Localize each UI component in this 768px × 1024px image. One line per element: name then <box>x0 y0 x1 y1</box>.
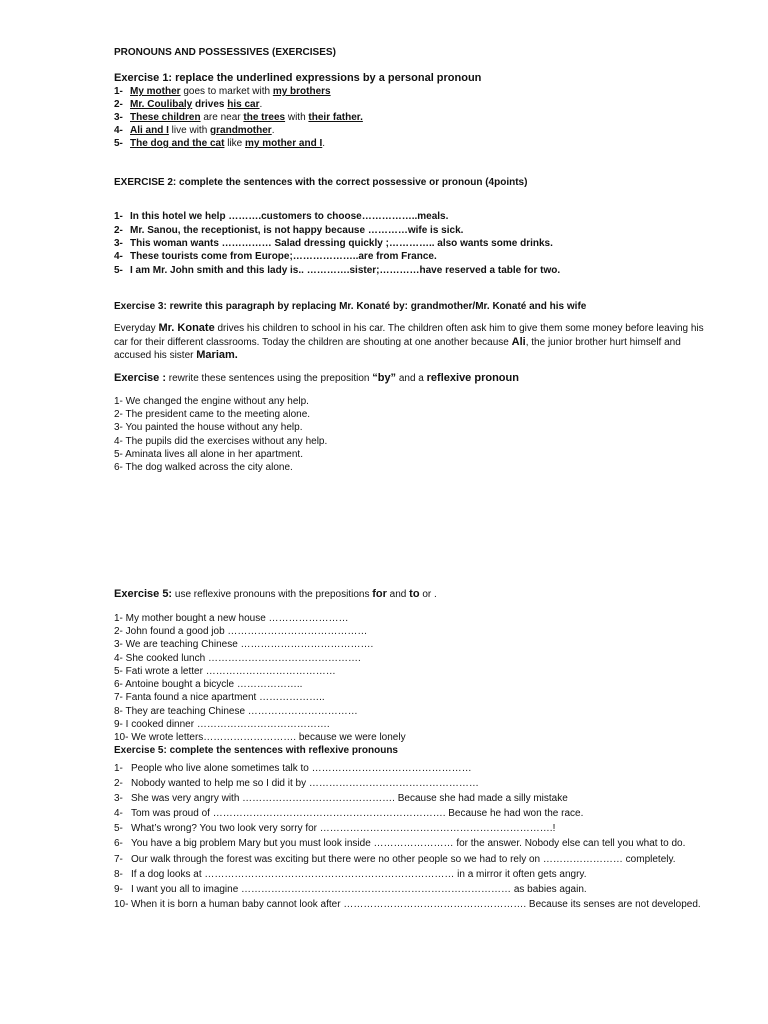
exercise-4-item: 4- The pupils did the exercises without any help. <box>114 436 328 447</box>
exercise-4-item: 2- The president came to the meeting alone. <box>114 409 311 420</box>
exercise-5b-item: 2- Nobody wanted to help me so I did it by …………………………………………… <box>114 778 479 789</box>
exercise-5b-item: 8- If a dog looks at ………………………………………………………………… in a mirror it often gets angry. <box>114 869 587 880</box>
exercise-5a-item: 5- Fati wrote a letter ………………………………… <box>114 666 336 677</box>
exercise-5a-item: 9- I cooked dinner …………………………………. <box>114 719 330 730</box>
exercise-5b-item: 3- She was very angry with ………………………………………. Because she had made a silly mistake <box>114 793 568 804</box>
exercise-5a-item: 7- Fanta found a nice apartment ……………….. <box>114 692 325 703</box>
exercise-3-paragraph: Everyday Mr. Konate drives his children to school in his car. The children often ask him to give them some money before leaving his car for their different classrooms. Today the children are shouting at one another because Ali, the junior brother hurt himself and accused his sister Mariam. <box>114 322 704 361</box>
page-title: PRONOUNS AND POSSESSIVES (EXERCISES) <box>114 47 336 58</box>
exercise-4-item: 1- We changed the engine without any help. <box>114 396 309 407</box>
exercise-5a-item: 10- We wrote letters………………………. because we were lonely <box>114 732 406 743</box>
exercise-2-item: 1- In this hotel we help ……….customers to choose……………..meals. <box>114 211 449 222</box>
exercise-2-item: 5- I am Mr. John smith and this lady is.. ………….sister;…………have reserved a table for two. <box>114 265 561 276</box>
exercise-4-item: 5- Aminata lives all alone in her apartment. <box>114 449 303 460</box>
exercise-5a-item: 3- We are teaching Chinese …………………………………. <box>114 639 374 650</box>
exercise-1-item: 4- Ali and I live with grandmother. <box>114 125 275 136</box>
exercise-5b-item: 4- Tom was proud of ……………………………………………………………. Because he had won the race. <box>114 808 584 819</box>
exercise-5a-item: 6- Antoine bought a bicycle ……………….. <box>114 679 303 690</box>
exercise-1-item: 5- The dog and the cat like my mother and I. <box>114 138 326 149</box>
exercise-1-heading: Exercise 1: replace the underlined expressions by a personal pronoun <box>114 72 482 84</box>
exercise-5a-item: 1- My mother bought a new house …………………… <box>114 613 349 624</box>
exercise-2-item: 4- These tourists come from Europe;………………..are from France. <box>114 251 437 262</box>
exercise-5a-item: 4- She cooked lunch ………………………………………. <box>114 653 361 664</box>
exercise-2-item: 2- Mr. Sanou, the receptionist, is not happy because …………wife is sick. <box>114 225 464 236</box>
exercise-5b-item: 9- I want you all to imagine ……………………………………………………………………… as babies again. <box>114 884 587 895</box>
exercise-1-item: 2- Mr. Coulibaly drives his car. <box>114 99 263 110</box>
exercise-5b-item: 1- People who live alone sometimes talk to ………………………………………… <box>114 763 472 774</box>
exercise-5b-item: 6- You have a big problem Mary but you must look inside …………………… for the answer. Nobody else can tell you what to do. <box>114 838 686 849</box>
exercise-5b-item: 5- What’s wrong? You two look very sorry for …………………………………………………………….! <box>114 823 556 834</box>
exercise-4-item: 3- You painted the house without any help. <box>114 422 303 433</box>
exercise-1-item: 1- My mother goes to market with my brothers <box>114 86 331 97</box>
exercise-2-heading: EXERCISE 2: complete the sentences with the correct possessive or pronoun (4points) <box>114 177 528 188</box>
exercise-4-item: 6- The dog walked across the city alone. <box>114 462 293 473</box>
exercise-5a-item: 2- John found a good job …………………………………… <box>114 626 368 637</box>
exercise-5b-heading: Exercise 5: complete the sentences with reflexive pronouns <box>114 745 398 756</box>
exercise-5a-item: 8- They are teaching Chinese …………………………… <box>114 706 358 717</box>
exercise-5b-item: 7- Our walk through the forest was exciting but there were no other people so we had to rely on …………………… completely. <box>114 854 676 865</box>
exercise-2-item: 3- This woman wants …………… Salad dressing quickly ;………….. also wants some drinks. <box>114 238 553 249</box>
exercise-5a-heading: Exercise 5: use reflexive pronouns with the prepositions for and to or . <box>114 588 437 600</box>
exercise-4-heading: Exercise : rewrite these sentences using the preposition “by” and a reflexive pronoun <box>114 372 519 384</box>
exercise-1-item: 3- These children are near the trees with their father. <box>114 112 363 123</box>
exercise-3-heading: Exercise 3: rewrite this paragraph by replacing Mr. Konaté by: grandmother/Mr. Konaté and his wife <box>114 301 587 312</box>
exercise-5b-item: 10- When it is born a human baby cannot look after ………………………………………………. Because its senses are not developed. <box>114 899 701 910</box>
